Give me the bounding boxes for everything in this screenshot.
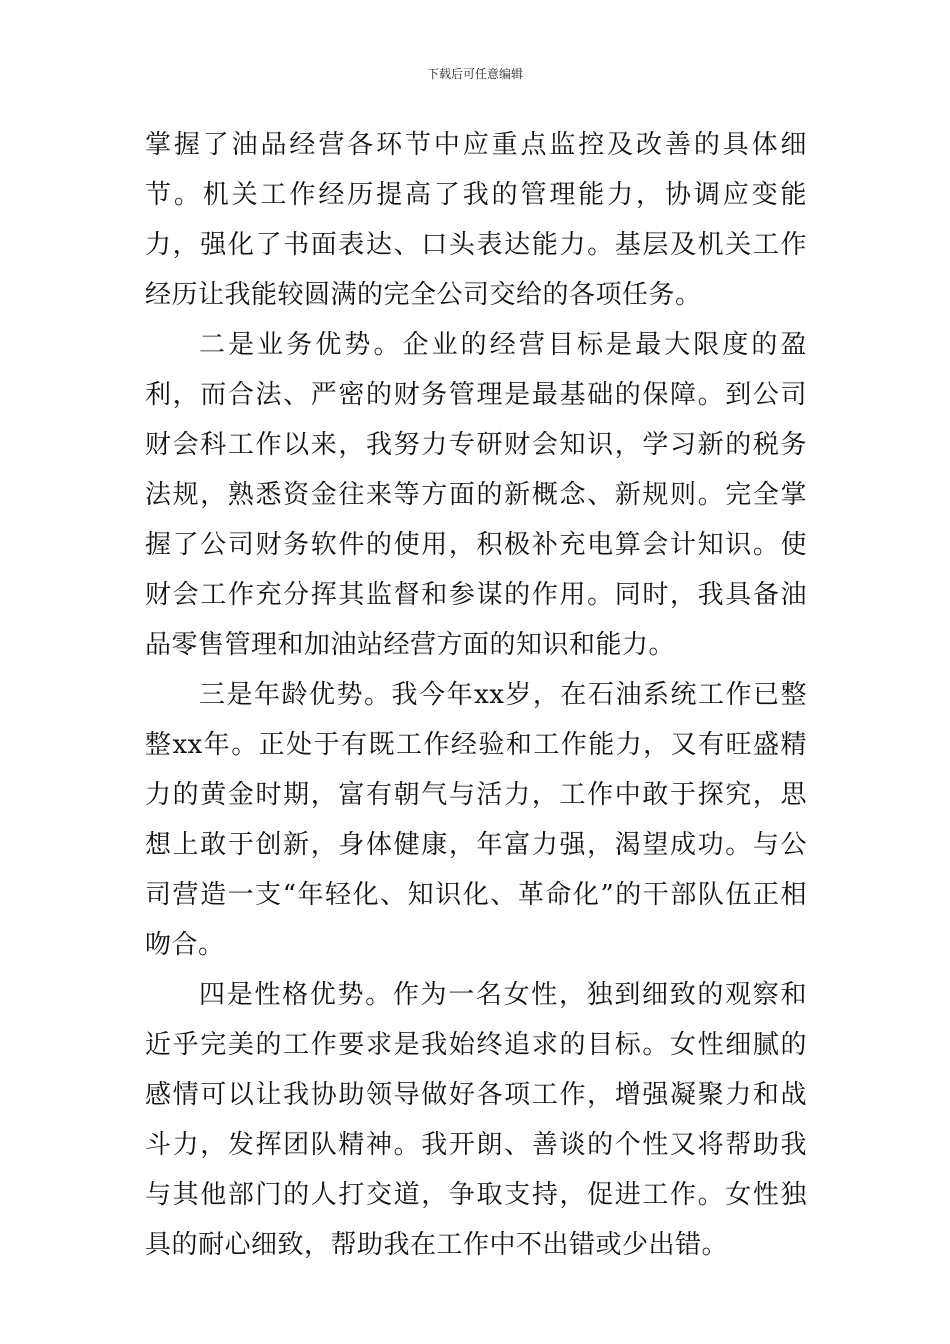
paragraph-personality-advantage: 四是性格优势。作为一名女性，独到细致的观察和近乎完美的工作要求是我始终追求的目标。女性细腻的感情可以让我协助领导做好各项工作，增强凝聚力和战斗力，发挥团队精神。我开朗、善谈的个性又将帮助我与其他部门的人打交道，争取支持，促进工作。女性独具的耐心细致，帮助我在工作中不出错或少出错。 — [145, 980, 807, 1260]
paragraph-continuation: 掌握了油品经营各环节中应重点监控及改善的具体细节。机关工作经历提高了我的管理能力，协调应变能力，强化了书面表达、口头表达能力。基层及机关工作经历让我能较圆满的完全公司交给的各项任务。 — [145, 130, 807, 310]
document-body — [145, 120, 807, 1270]
paragraph-age-advantage: 三是年龄优势。我今年xx岁，在石油系统工作已整整xx年。正处于有既工作经验和工作能力，又有旺盛精力的黄金时期，富有朝气与活力，工作中敢于探究，思想上敢于创新，身体健康，年富力强，渴望成功。与公司营造一支“年轻化、知识化、革命化”的干部队伍正相吻合。 — [145, 680, 807, 960]
page-header-note: 下载后可任意编辑 — [426, 67, 523, 81]
paragraph-business-advantage: 二是业务优势。企业的经营目标是最大限度的盈利，而合法、严密的财务管理是最基础的保障。到公司财会科工作以来，我努力专研财会知识，学习新的税务法规，熟悉资金往来等方面的新概念、新规则。完全掌握了公司财务软件的使用，积极补充电算会计知识。使财会工作充分挥其监督和参谋的作用。同时，我具备油品零售管理和加油站经营方面的知识和能力。 — [145, 330, 807, 660]
